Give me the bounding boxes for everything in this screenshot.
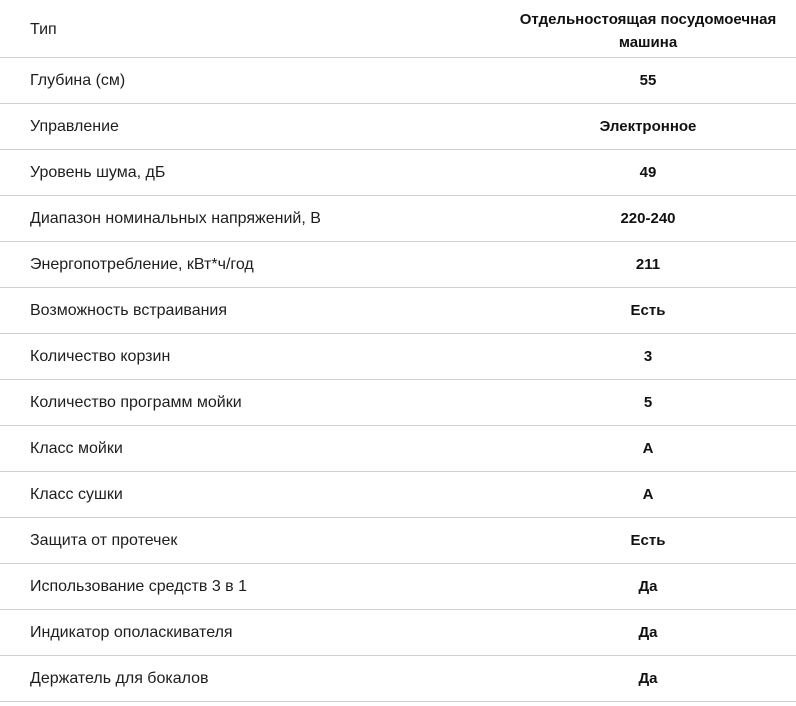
spec-value: Электронное [599,117,697,135]
spec-label: Держатель для бокалов [30,669,209,687]
spec-row-voltage [0,196,796,242]
spec-label: Количество корзин [30,347,171,365]
spec-label: Количество программ мойки [30,393,242,411]
spec-row-depth [0,58,796,104]
spec-label: Глубина (см) [30,71,126,89]
spec-label: Использование средств 3 в 1 [30,577,248,595]
spec-row-noise [0,150,796,196]
spec-row-control [0,104,796,150]
spec-row-rinse-indicator [0,610,796,656]
spec-value: Да [638,623,658,641]
spec-row-dry-class [0,472,796,518]
spec-value: Да [638,577,658,595]
spec-row-energy [0,242,796,288]
spec-label: Тип [30,21,57,38]
spec-row-programs [0,380,796,426]
spec-value: 49 [639,163,657,181]
spec-value: A [642,439,654,457]
spec-label: Класс мойки [30,439,123,457]
spec-value: 55 [639,71,657,89]
spec-label: Энергопотребление, кВт*ч/год [30,255,254,273]
spec-row-wash-class [0,426,796,472]
spec-label: Диапазон номинальных напряжений, В [30,209,321,227]
spec-label: Индикатор ополаскивателя [30,623,233,641]
spec-label: Управление [30,117,119,135]
spec-value: 220-240 [620,209,676,227]
spec-row-3in1 [0,564,796,610]
spec-value: Отдельностоящая посудомоечная машина [519,10,777,51]
spec-label: Возможность встраивания [30,301,228,319]
spec-row-glass-holder [0,656,796,702]
spec-value: 3 [643,347,653,365]
spec-value: Есть [630,301,666,319]
spec-row-built-in [0,288,796,334]
spec-row-type [0,0,796,58]
spec-label: Уровень шума, дБ [30,163,166,181]
spec-value: 211 [635,255,661,273]
spec-label: Защита от протечек [30,531,178,549]
spec-row-baskets [0,334,796,380]
spec-row-leak-protection [0,518,796,564]
spec-value: A [642,485,654,503]
spec-value: 5 [643,393,653,411]
spec-label: Класс сушки [30,485,123,503]
spec-value: Да [638,669,658,687]
spec-value: Есть [630,531,666,549]
